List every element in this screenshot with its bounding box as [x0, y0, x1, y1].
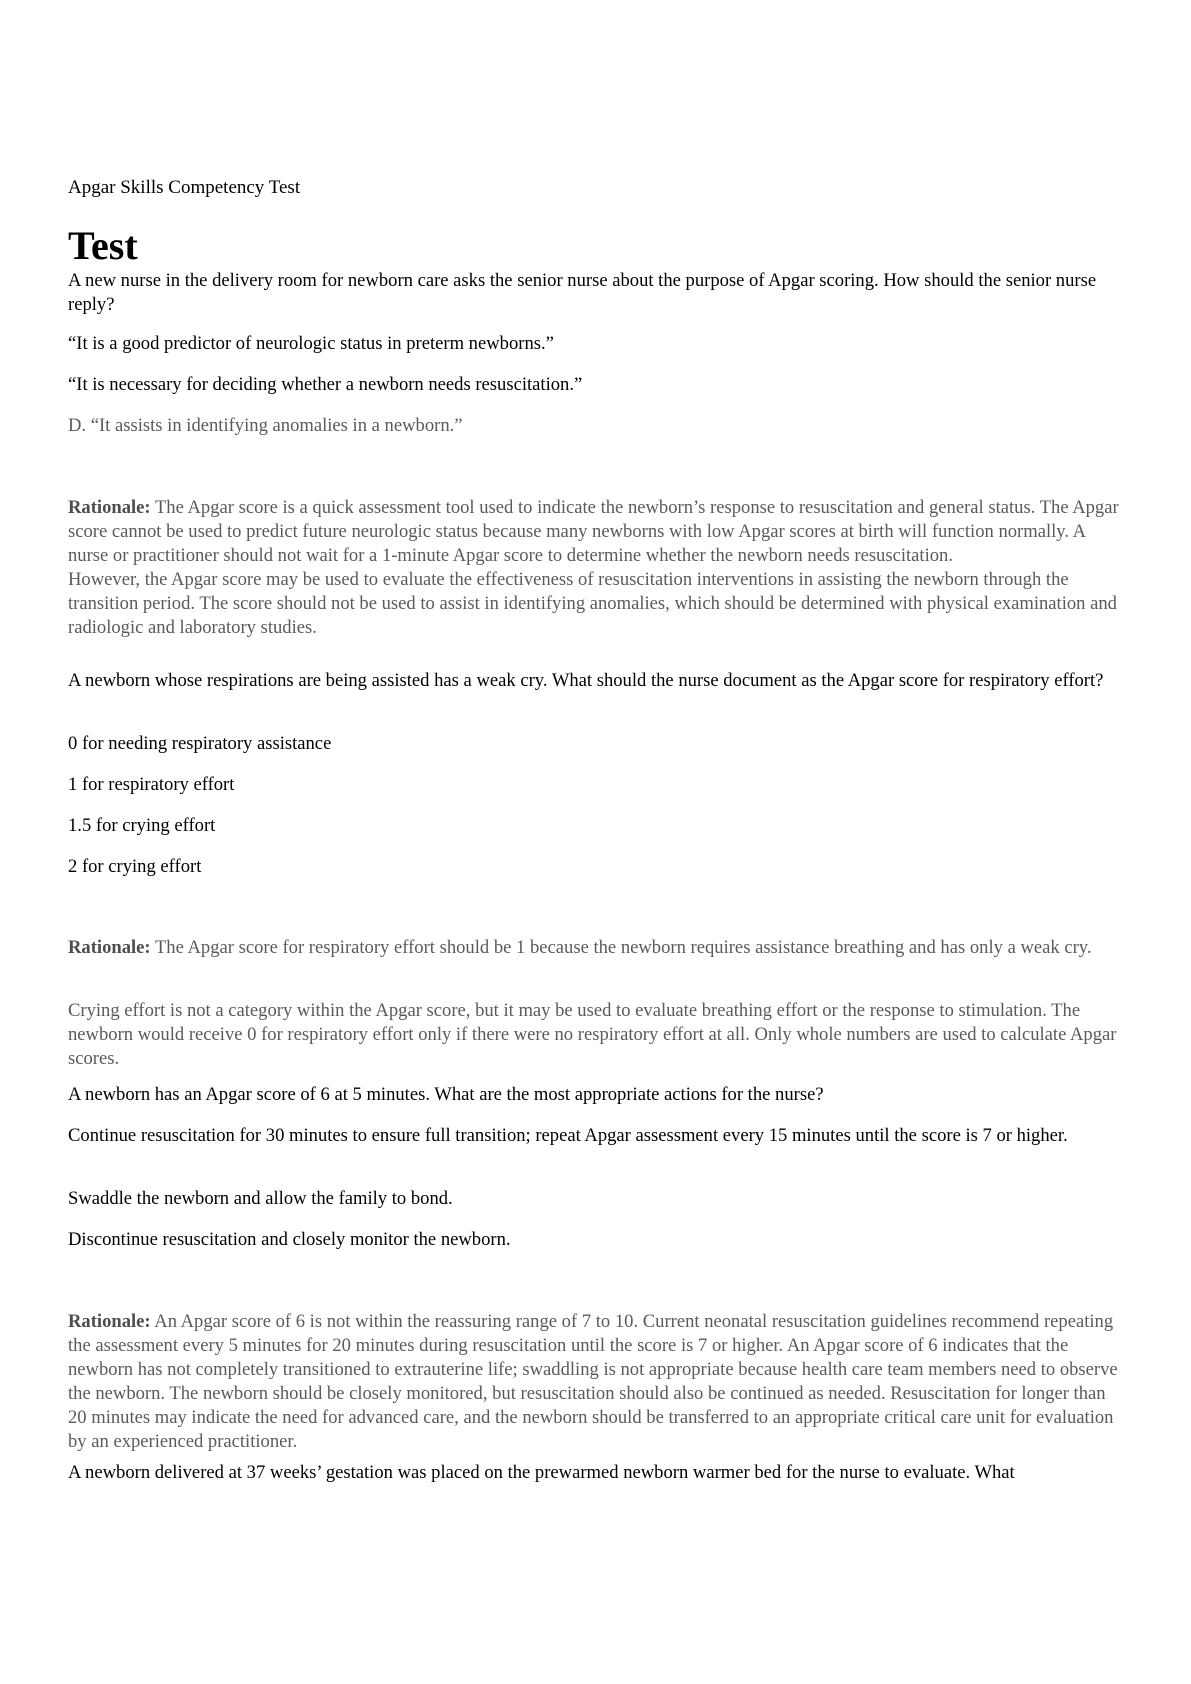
rationale-text: An Apgar score of 6 is not within the reassuring range of 7 to 10. Current neonatal resuscitation guidelines recommend repeating the assessment every 5 minutes for 20 minutes during resuscitation until the score is 7 or higher. An Apgar score of 6 indicates that the newborn has not completely transitioned to extrauterine life; swaddling is not appropriate because health care team members need to observe the newborn. The newborn should be closely monitored, but resuscitation should also be continued as needed. Resuscitation for longer than 20 minutes may indicate the need for advanced care, and the newborn should be transferred to an appropriate critical care unit for evaluation by an experienced practitioner.: [68, 1311, 1118, 1452]
question-2-option-3: 1.5 for crying effort: [68, 815, 216, 836]
question-2-text: A newborn whose respirations are being assisted has a weak cry. What should the nurse document as the Apgar score for respiratory effort?: [68, 670, 1104, 691]
question-2-option-2: 1 for respiratory effort: [68, 774, 235, 795]
question-1-rationale: [68, 496, 1128, 640]
question-1-text: A new nurse in the delivery room for newborn care asks the senior nurse about the purpose of Apgar scoring. How should the senior nurse reply?: [68, 270, 1097, 315]
document-title: Apgar Skills Competency Test: [68, 177, 301, 198]
question-3-option-2: Swaddle the newborn and allow the family to bond.: [68, 1188, 453, 1209]
rationale-text: The Apgar score is a quick assessment tool used to indicate the newborn’s response to resuscitation and general status. The Apgar score cannot be used to predict future neurologic status because many newborns with low Apgar scores at birth will function normally. A nurse or practitioner should not wait for a 1-minute Apgar score to determine whether the newborn needs resuscitation.: [68, 497, 1119, 566]
question-2-option-1: 0 for needing respiratory assistance: [68, 733, 332, 754]
question-2-rationale-continued: Crying effort is not a category within the Apgar score, but it may be used to evaluate breathing effort or the response to stimulation. The newborn would receive 0 for respiratory effort only if there were no respiratory effort at all. Only whole numbers are used to calculate Apgar scores.: [68, 1000, 1117, 1069]
question-1-option-3: D. “It assists in identifying anomalies in a newborn.”: [68, 415, 463, 436]
question-3-text: A newborn has an Apgar score of 6 at 5 minutes. What are the most appropriate actions for the nurse?: [68, 1084, 824, 1105]
rationale-label: Rationale:: [68, 1311, 151, 1332]
question-1-option-2: “It is necessary for deciding whether a newborn needs resuscitation.”: [68, 374, 583, 395]
question-3-option-1: Continue resuscitation for 30 minutes to ensure full transition; repeat Apgar assessment every 15 minutes until the score is 7 or higher.: [68, 1125, 1068, 1146]
rationale-label: Rationale:: [68, 497, 151, 518]
question-4-text: A newborn delivered at 37 weeks’ gestation was placed on the prewarmed newborn warmer bed for the nurse to evaluate. What: [68, 1462, 1015, 1483]
rationale-text: The Apgar score for respiratory effort should be 1 because the newborn requires assistance breathing and has only a weak cry.: [150, 937, 1092, 958]
rationale-label: Rationale:: [68, 937, 151, 958]
question-3-rationale: [68, 1310, 1128, 1454]
question-2-option-4: 2 for crying effort: [68, 856, 202, 877]
page-heading: Test: [68, 223, 138, 268]
question-2-rationale: [68, 936, 1128, 960]
question-3-option-3: Discontinue resuscitation and closely monitor the newborn.: [68, 1229, 511, 1250]
question-1-option-1: “It is a good predictor of neurologic status in preterm newborns.”: [68, 333, 554, 354]
rationale-text-continued: However, the Apgar score may be used to evaluate the effectiveness of resuscitation interventions in assisting the newborn through the transition period. The score should not be used to assist in identifying anomalies, which should be determined with physical examination and radiologic and laboratory studies.: [68, 569, 1117, 638]
